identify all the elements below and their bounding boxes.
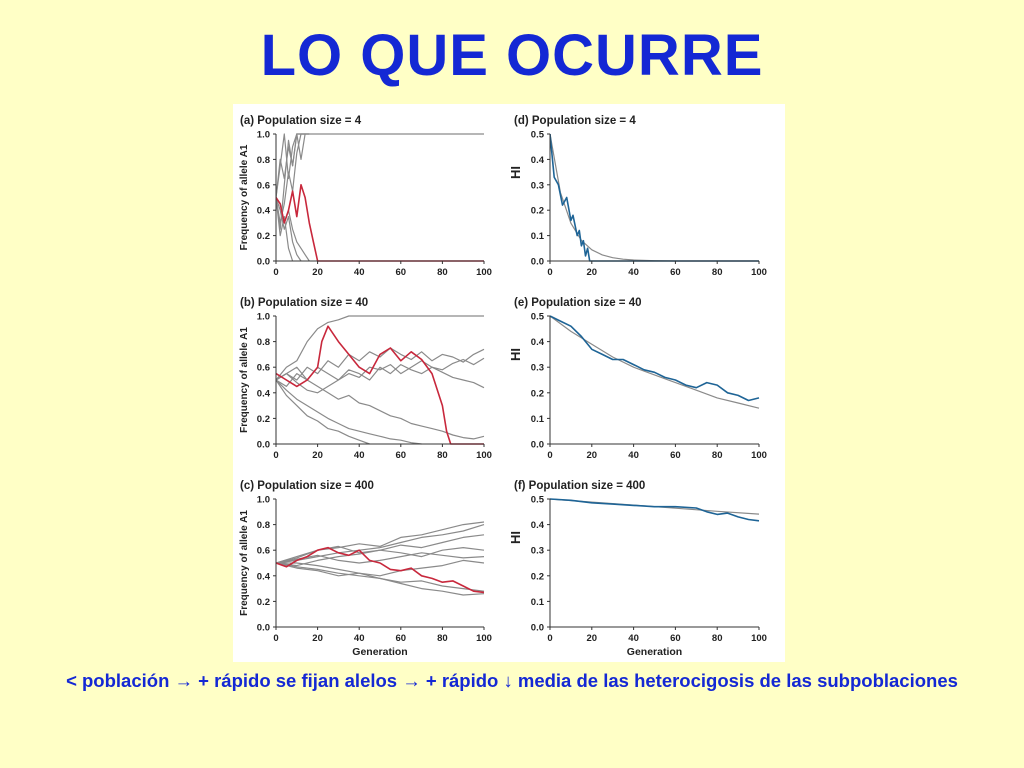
series-line-gray-3 — [276, 380, 422, 444]
x-tick-label: 20 — [312, 450, 323, 461]
y-tick-label: 0.2 — [256, 231, 270, 243]
slide-title: LO QUE OCURRE — [260, 23, 764, 88]
x-axis-label: Generation — [352, 646, 408, 658]
series-line-simulated-1 — [550, 134, 759, 261]
y-tick-label: 0.2 — [256, 413, 270, 425]
y-tick-label: 0.1 — [530, 413, 544, 425]
series-group — [276, 316, 484, 444]
x-tick-label: 40 — [353, 267, 365, 278]
chart-d — [508, 115, 767, 278]
y-tick-label: 0.0 — [530, 439, 544, 451]
series-line-gray-6 — [276, 358, 484, 393]
x-tick-label: 60 — [670, 633, 681, 644]
chart-c — [239, 480, 492, 658]
series-line-expected-0 — [550, 316, 759, 408]
series-line-simulated-1 — [550, 316, 759, 401]
y-axis-label: Frequency of allele A1 — [239, 510, 250, 616]
x-tick-label: 80 — [437, 633, 448, 644]
charts-svg — [233, 104, 785, 662]
figure-panel-grid — [233, 104, 785, 662]
y-tick-label: 0.0 — [256, 256, 270, 268]
x-tick-label: 100 — [476, 450, 492, 461]
y-tick-label: 0.0 — [256, 622, 270, 634]
x-tick-label: 60 — [395, 450, 407, 461]
series-group — [550, 316, 759, 408]
x-tick-label: 20 — [312, 633, 323, 644]
x-tick-label: 40 — [628, 450, 639, 461]
y-tick-label: 0.2 — [530, 205, 544, 217]
series-line-red-7 — [276, 326, 484, 444]
x-tick-label: 20 — [586, 267, 598, 278]
x-tick-label: 0 — [547, 450, 553, 461]
y-tick-label: 0.5 — [530, 494, 544, 506]
x-tick-label: 60 — [670, 267, 681, 278]
y-tick-label: 0.8 — [256, 337, 270, 349]
y-tick-label: 0.6 — [256, 362, 270, 374]
y-tick-label: 0.0 — [530, 622, 544, 634]
series-line-gray-3 — [276, 134, 484, 198]
series-group — [276, 134, 484, 261]
x-tick-label: 40 — [353, 450, 365, 461]
y-tick-label: 0.6 — [256, 180, 270, 192]
y-tick-label: 0.8 — [256, 154, 270, 166]
x-tick-label: 80 — [711, 450, 723, 461]
y-tick-label: 0.4 — [530, 520, 544, 532]
x-tick-label: 0 — [273, 633, 279, 644]
x-tick-label: 20 — [586, 633, 598, 644]
series-group — [550, 499, 759, 521]
slide-caption: < población → + rápido se fijan alelos → + rápido ↓ media de las heterocigosis de las subpoblaciones — [66, 670, 958, 691]
chart-title: (e) Population size = 40 — [514, 297, 642, 309]
x-tick-label: 0 — [547, 267, 553, 278]
x-tick-label: 0 — [547, 633, 553, 644]
x-tick-label: 100 — [476, 633, 492, 644]
y-tick-label: 0.3 — [530, 545, 544, 557]
y-tick-label: 0.1 — [530, 231, 544, 243]
y-axis-label: Frequency of allele A1 — [239, 327, 250, 433]
x-tick-label: 80 — [711, 633, 723, 644]
chart-title: (f) Population size = 400 — [514, 480, 646, 492]
x-tick-label: 0 — [273, 450, 279, 461]
x-tick-label: 20 — [586, 450, 598, 461]
y-tick-label: 0.4 — [256, 388, 270, 400]
chart-title: (c) Population size = 400 — [240, 480, 374, 492]
y-tick-label: 1.0 — [256, 311, 270, 323]
x-tick-label: 100 — [751, 633, 767, 644]
y-axis-label: Frequency of allele A1 — [239, 144, 250, 251]
y-axis-label: HI — [508, 166, 523, 179]
y-axis-label: HI — [508, 531, 523, 544]
y-tick-label: 1.0 — [256, 494, 270, 506]
y-tick-label: 0.6 — [256, 545, 270, 557]
y-tick-label: 0.5 — [530, 311, 544, 323]
series-line-gray-6 — [276, 563, 484, 591]
y-tick-label: 0.2 — [256, 596, 270, 608]
chart-title: (d) Population size = 4 — [514, 115, 636, 127]
x-tick-label: 80 — [711, 267, 723, 278]
y-tick-label: 1.0 — [256, 129, 270, 141]
x-tick-label: 80 — [437, 450, 448, 461]
x-tick-label: 100 — [751, 267, 767, 278]
x-tick-label: 20 — [312, 267, 323, 278]
y-tick-label: 0.2 — [530, 388, 544, 400]
x-axis-label: Generation — [626, 646, 683, 658]
x-tick-label: 60 — [395, 267, 407, 278]
y-axis-label: HI — [508, 348, 523, 361]
y-tick-label: 0.5 — [530, 129, 544, 141]
y-tick-label: 0.4 — [256, 205, 270, 217]
x-tick-label: 40 — [628, 267, 639, 278]
x-tick-label: 40 — [628, 633, 639, 644]
chart-f — [508, 480, 767, 658]
series-group — [550, 134, 759, 261]
series-group — [276, 522, 484, 595]
series-line-simulated-1 — [550, 499, 759, 521]
y-tick-label: 0.4 — [256, 571, 270, 583]
y-tick-label: 0.4 — [530, 154, 544, 166]
y-tick-label: 0.3 — [530, 180, 544, 192]
series-line-red-7 — [276, 185, 484, 261]
chart-e — [508, 297, 767, 461]
y-tick-label: 0.0 — [256, 439, 270, 451]
chart-title: (b) Population size = 40 — [240, 297, 369, 309]
y-tick-label: 0.2 — [530, 571, 544, 583]
x-tick-label: 0 — [273, 267, 279, 278]
x-tick-label: 40 — [353, 633, 365, 644]
x-tick-label: 80 — [437, 267, 448, 278]
x-tick-label: 100 — [751, 450, 767, 461]
y-tick-label: 0.8 — [256, 520, 270, 532]
y-tick-label: 0.3 — [530, 362, 544, 374]
y-tick-label: 0.4 — [530, 337, 544, 349]
chart-b — [239, 297, 492, 461]
x-tick-label: 60 — [670, 450, 681, 461]
x-tick-label: 60 — [395, 633, 407, 644]
chart-title: (a) Population size = 4 — [240, 115, 362, 127]
y-tick-label: 0.1 — [530, 596, 544, 608]
y-tick-label: 0.0 — [530, 256, 544, 268]
x-tick-label: 100 — [476, 267, 492, 278]
chart-a — [239, 115, 492, 278]
